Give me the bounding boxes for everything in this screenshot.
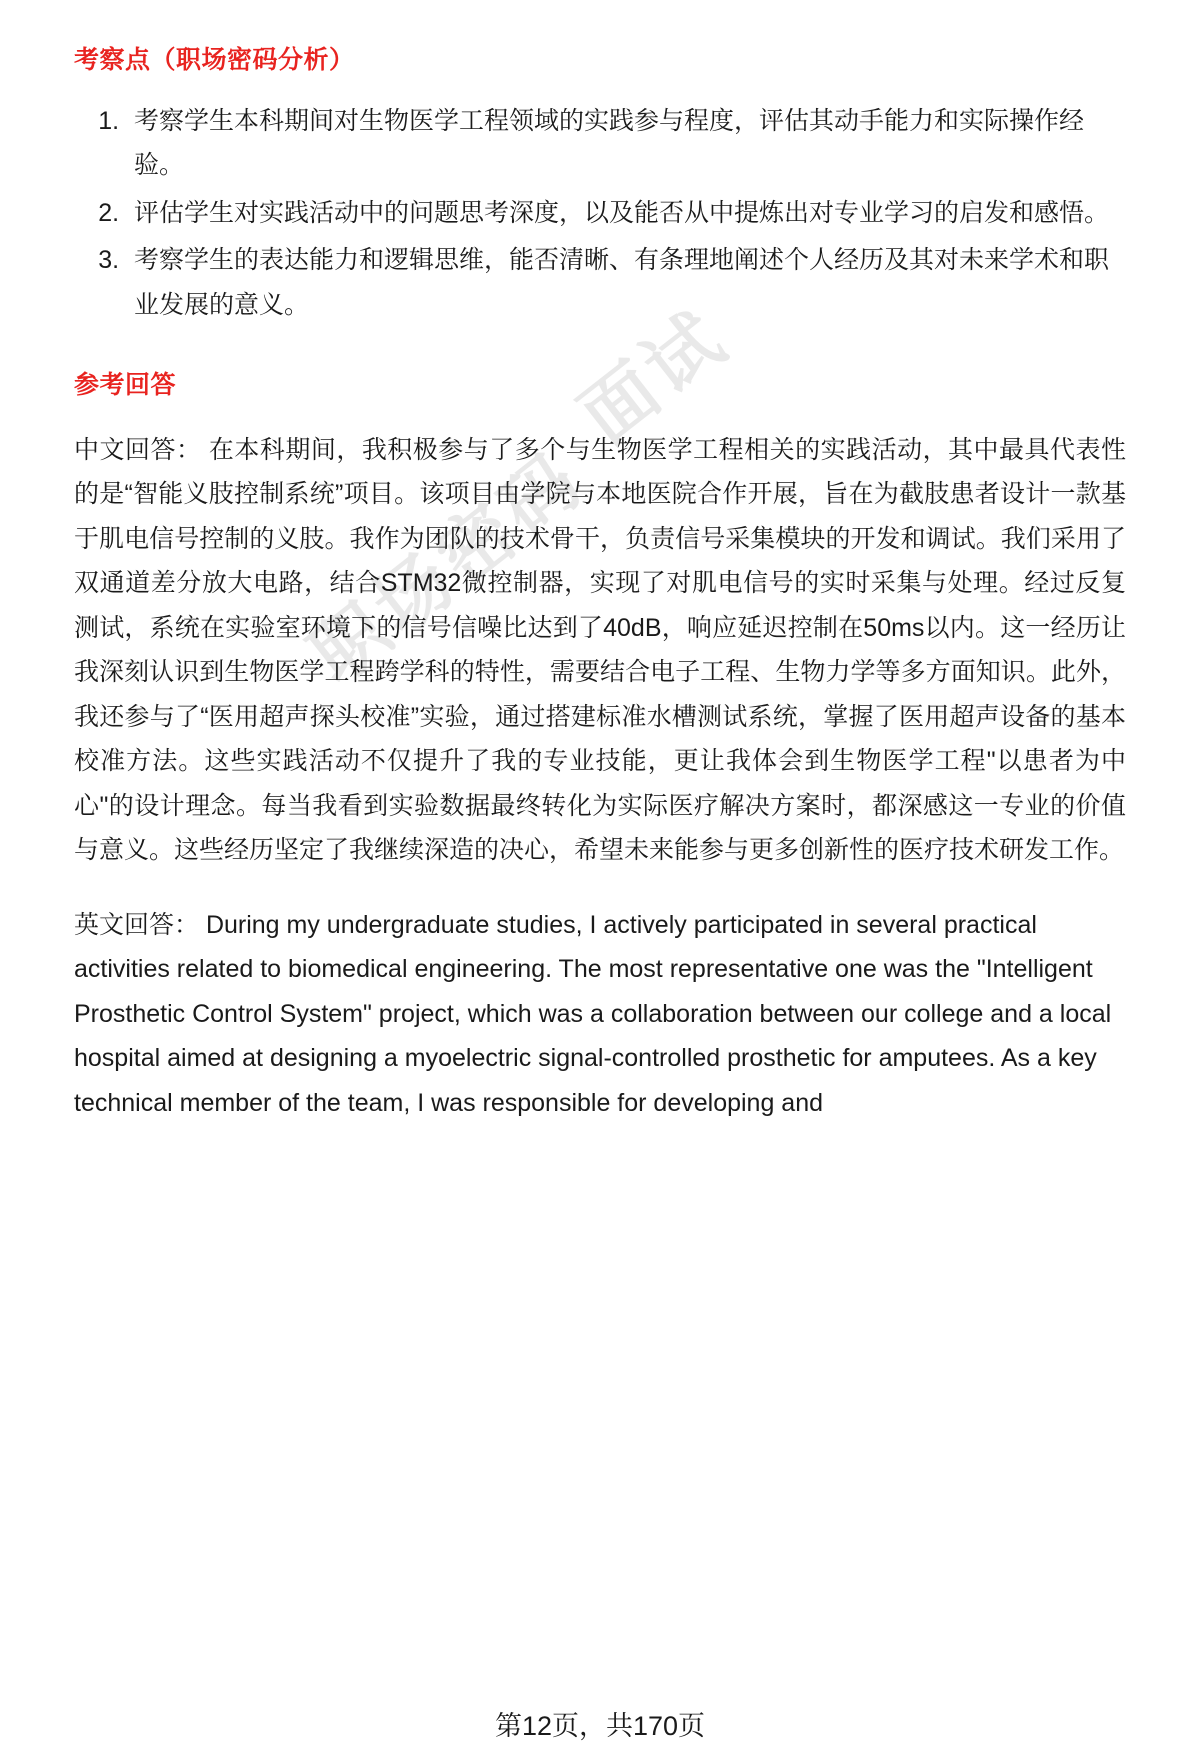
list-item: 3. 考察学生的表达能力和逻辑思维，能否清晰、有条理地阐述个人经历及其对未来学术和职业发展的意义。 — [126, 238, 1126, 327]
list-item: 1. 考察学生本科期间对生物医学工程领域的实践参与程度，评估其动手能力和实际操作经验。 — [126, 99, 1126, 188]
page-footer: 第12页，共170页 — [494, 1711, 706, 1741]
assessment-points-list — [74, 99, 1126, 328]
list-item: 2. 评估学生对实践活动中的问题思考深度，以及能否从中提炼出对专业学习的启发和感悟。 — [126, 191, 1126, 236]
watermark-line-2: 面试 — [564, 294, 744, 461]
assessment-heading: 考察点（职场密码分析） — [74, 46, 355, 74]
reference-answer-heading: 参考回答 — [74, 371, 177, 399]
reference-answer-english: 英文回答： During my undergraduate studies, I actively participated in several practical activities related to biomedical engineering. The most representative one was the "Intelligent Prosthetic Control System" project, which was a collaboration between our college and a local hospital aimed at designing a myoelectric signal-controlled prosthetic for amputees. As a key technical member of the team, I was responsible for developing and — [74, 910, 1112, 1117]
page-content — [74, 44, 1126, 1125]
reference-answer-chinese: 中文回答： 在本科期间，我积极参与了多个与生物医学工程相关的实践活动，其中最具代表性的是“智能义肢控制系统”项目。该项目由学院与本地医院合作开展，旨在为截肢患者设计一款基于肌电信号控制的义肢。我作为团队的技术骨干，负责信号采集模块的开发和调试。我们采用了双通道差分放大电路，结合STM32微控制器，实现了对肌电信号的实时采集与处理。经过反复测试，系统在实验室环境下的信号信噪比达到了40dB，响应延迟控制在50ms以内。这一经历让我深刻认识到生物医学工程跨学科的特性，需要结合电子工程、生物力学等多方面知识。此外，我还参与了“医用超声探头校准”实验，通过搭建标准水槽测试系统，掌握了医用超声设备的基本校准方法。这些实践活动不仅提升了我的专业技能，更让我体会到生物医学工程"以患者为中心"的设计理念。每当我看到实验数据最终转化为实际医疗解决方案时，都深感这一专业的价值与意义。这些经历坚定了我继续深造的决心，希望未来能参与更多创新性的医疗技术研发工作。 — [74, 435, 1126, 864]
watermark-line-1: 职场密码 — [294, 435, 600, 701]
